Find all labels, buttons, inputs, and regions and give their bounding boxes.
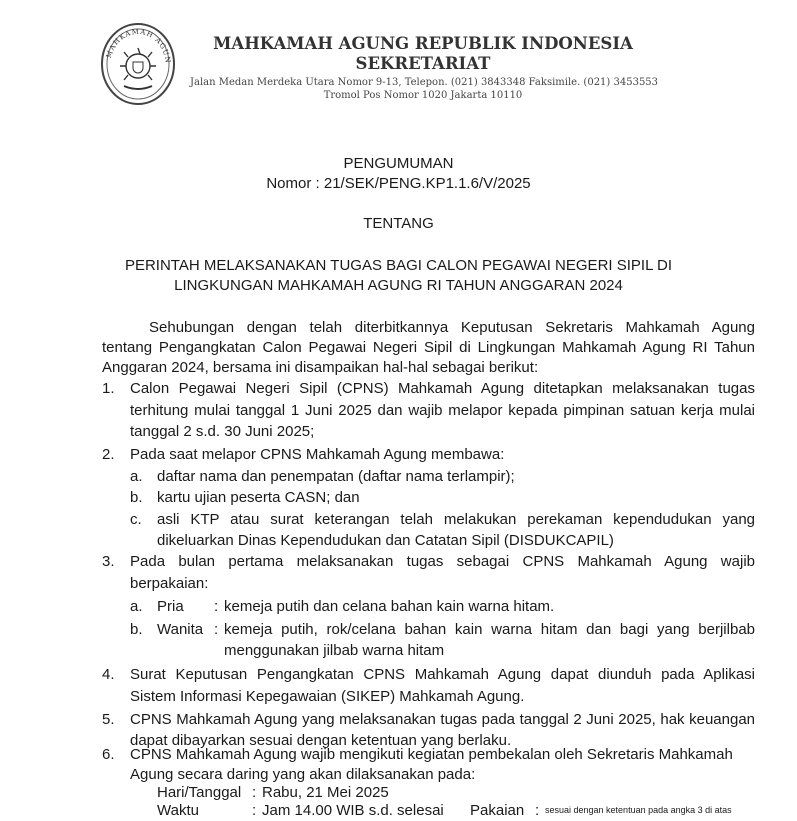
item-number: 5. bbox=[102, 711, 115, 728]
sub-item-text: asli KTP atau surat keterangan telah melakukan perekaman kependudukan yang bbox=[157, 511, 755, 528]
mahkamah-agung-seal-logo bbox=[96, 22, 180, 106]
address-line-2: Tromol Pos Nomor 1020 Jakarta 10110 bbox=[323, 90, 523, 101]
about-label: TENTANG bbox=[363, 215, 434, 232]
sub-item-letter: a. bbox=[130, 598, 143, 615]
detail-label: Pakaian bbox=[470, 802, 525, 819]
document-type: PENGUMUMAN bbox=[343, 155, 454, 172]
seal-text: MAHKAMAH AGUN bbox=[104, 27, 173, 65]
item-4-line: Surat Keputusan Pengangkatan CPNS Mahkamah Agung dapat diunduh pada Aplikasi bbox=[130, 666, 755, 683]
detail-label: Waktu bbox=[157, 802, 199, 819]
intro-line-3: Anggaran 2024, bersama ini disampaikan hal-hal sebagai berikut: bbox=[102, 359, 539, 376]
detail-value: Jam 14.00 WIB s.d. selesai bbox=[262, 802, 444, 819]
letterhead bbox=[190, 34, 659, 102]
document-number: Nomor : 21/SEK/PENG.KP1.1.6/V/2025 bbox=[266, 175, 531, 192]
subject-line-1: PERINTAH MELAKSANAKAN TUGAS BAGI CALON PEGAWAI NEGERI SIPIL DI bbox=[124, 257, 673, 274]
separator: : bbox=[252, 802, 257, 819]
sub-item-text: daftar nama dan penempatan (daftar nama terlampir); bbox=[157, 468, 515, 485]
subject-line-2: LINGKUNGAN MAHKAMAH AGUNG RI TAHUN ANGGARAN 2024 bbox=[174, 277, 623, 294]
address-line-1: Jalan Medan Merdeka Utara Nomor 9-13, Telepon. (021) 3843348 Faksimile. (021) 3453553 bbox=[190, 77, 659, 88]
item-6-line: Agung secara daring yang akan dilaksanakan pada: bbox=[130, 766, 476, 783]
item-5-line: dapat dibayarkan sesuai dengan ketentuan yang berlaku. bbox=[130, 732, 512, 749]
item-4-line: Sistem Informasi Kepegawaian (SIKEP) Mahkamah Agung. bbox=[130, 688, 525, 705]
item-5-line: CPNS Mahkamah Agung yang melaksanakan tugas pada tanggal 2 Juni 2025, hak keuangan bbox=[130, 711, 755, 728]
sub-item-letter: c. bbox=[130, 511, 142, 528]
item-1-line: Calon Pegawai Negeri Sipil (CPNS) Mahkamah Agung ditetapkan melaksanakan tugas bbox=[130, 380, 755, 397]
item-number: 6. bbox=[102, 746, 115, 763]
item-number: 4. bbox=[102, 666, 115, 683]
detail-value: Rabu, 21 Mei 2025 bbox=[262, 784, 389, 801]
separator: : bbox=[214, 621, 219, 638]
item-3-line: berpakaian: bbox=[130, 575, 209, 592]
detail-label: Hari/Tanggal bbox=[157, 784, 242, 801]
intro-line-1: Sehubungan dengan telah diterbitkannya Keputusan Sekretaris Mahkamah Agung bbox=[149, 319, 755, 336]
item-6-line: CPNS Mahkamah Agung wajib mengikuti kegiatan pembekalan oleh Sekretaris Mahkamah bbox=[130, 746, 733, 763]
dress-label: Pria bbox=[157, 598, 184, 615]
sub-item-letter: b. bbox=[130, 621, 143, 638]
item-2-line: Pada saat melapor CPNS Mahkamah Agung membawa: bbox=[130, 446, 505, 463]
item-number: 1. bbox=[102, 380, 115, 397]
institution-subtitle: SEKRETARIAT bbox=[355, 54, 491, 73]
dress-label: Wanita bbox=[157, 621, 204, 638]
item-number: 2. bbox=[102, 446, 115, 463]
sub-item-text: kartu ujian peserta CASN; dan bbox=[157, 489, 360, 506]
detail-value: sesuai dengan ketentuan pada angka 3 di atas bbox=[545, 805, 732, 815]
item-1-line: tanggal 2 s.d. 30 Juni 2025; bbox=[130, 423, 315, 440]
dress-text: menggunakan jilbab warna hitam bbox=[224, 642, 445, 659]
sub-item-letter: a. bbox=[130, 468, 143, 485]
separator: : bbox=[214, 598, 219, 615]
separator: : bbox=[252, 784, 257, 801]
item-3-line: Pada bulan pertama melaksanakan tugas sebagai CPNS Mahkamah Agung wajib bbox=[130, 553, 755, 570]
intro-line-2: tentang Pengangkatan Calon Pegawai Negeri Sipil di Lingkungan Mahkamah Agung RI Tahun bbox=[102, 339, 755, 356]
dress-text: kemeja putih dan celana bahan kain warna hitam. bbox=[224, 598, 555, 615]
sub-item-letter: b. bbox=[130, 489, 143, 506]
institution-title: MAHKAMAH AGUNG REPUBLIK INDONESIA bbox=[213, 34, 633, 53]
dress-text: kemeja putih, rok/celana bahan kain warna hitam dan bagi yang berjilbab bbox=[224, 621, 755, 638]
sub-item-text: dikeluarkan Dinas Kependudukan dan Catatan Sipil (DISDUKCAPIL) bbox=[157, 532, 614, 549]
item-number: 3. bbox=[102, 553, 115, 570]
item-1-line: terhitung mulai tanggal 1 Juni 2025 dan wajib melapor kepada pimpinan satuan kerja mulai bbox=[130, 402, 755, 419]
separator: : bbox=[535, 802, 540, 819]
